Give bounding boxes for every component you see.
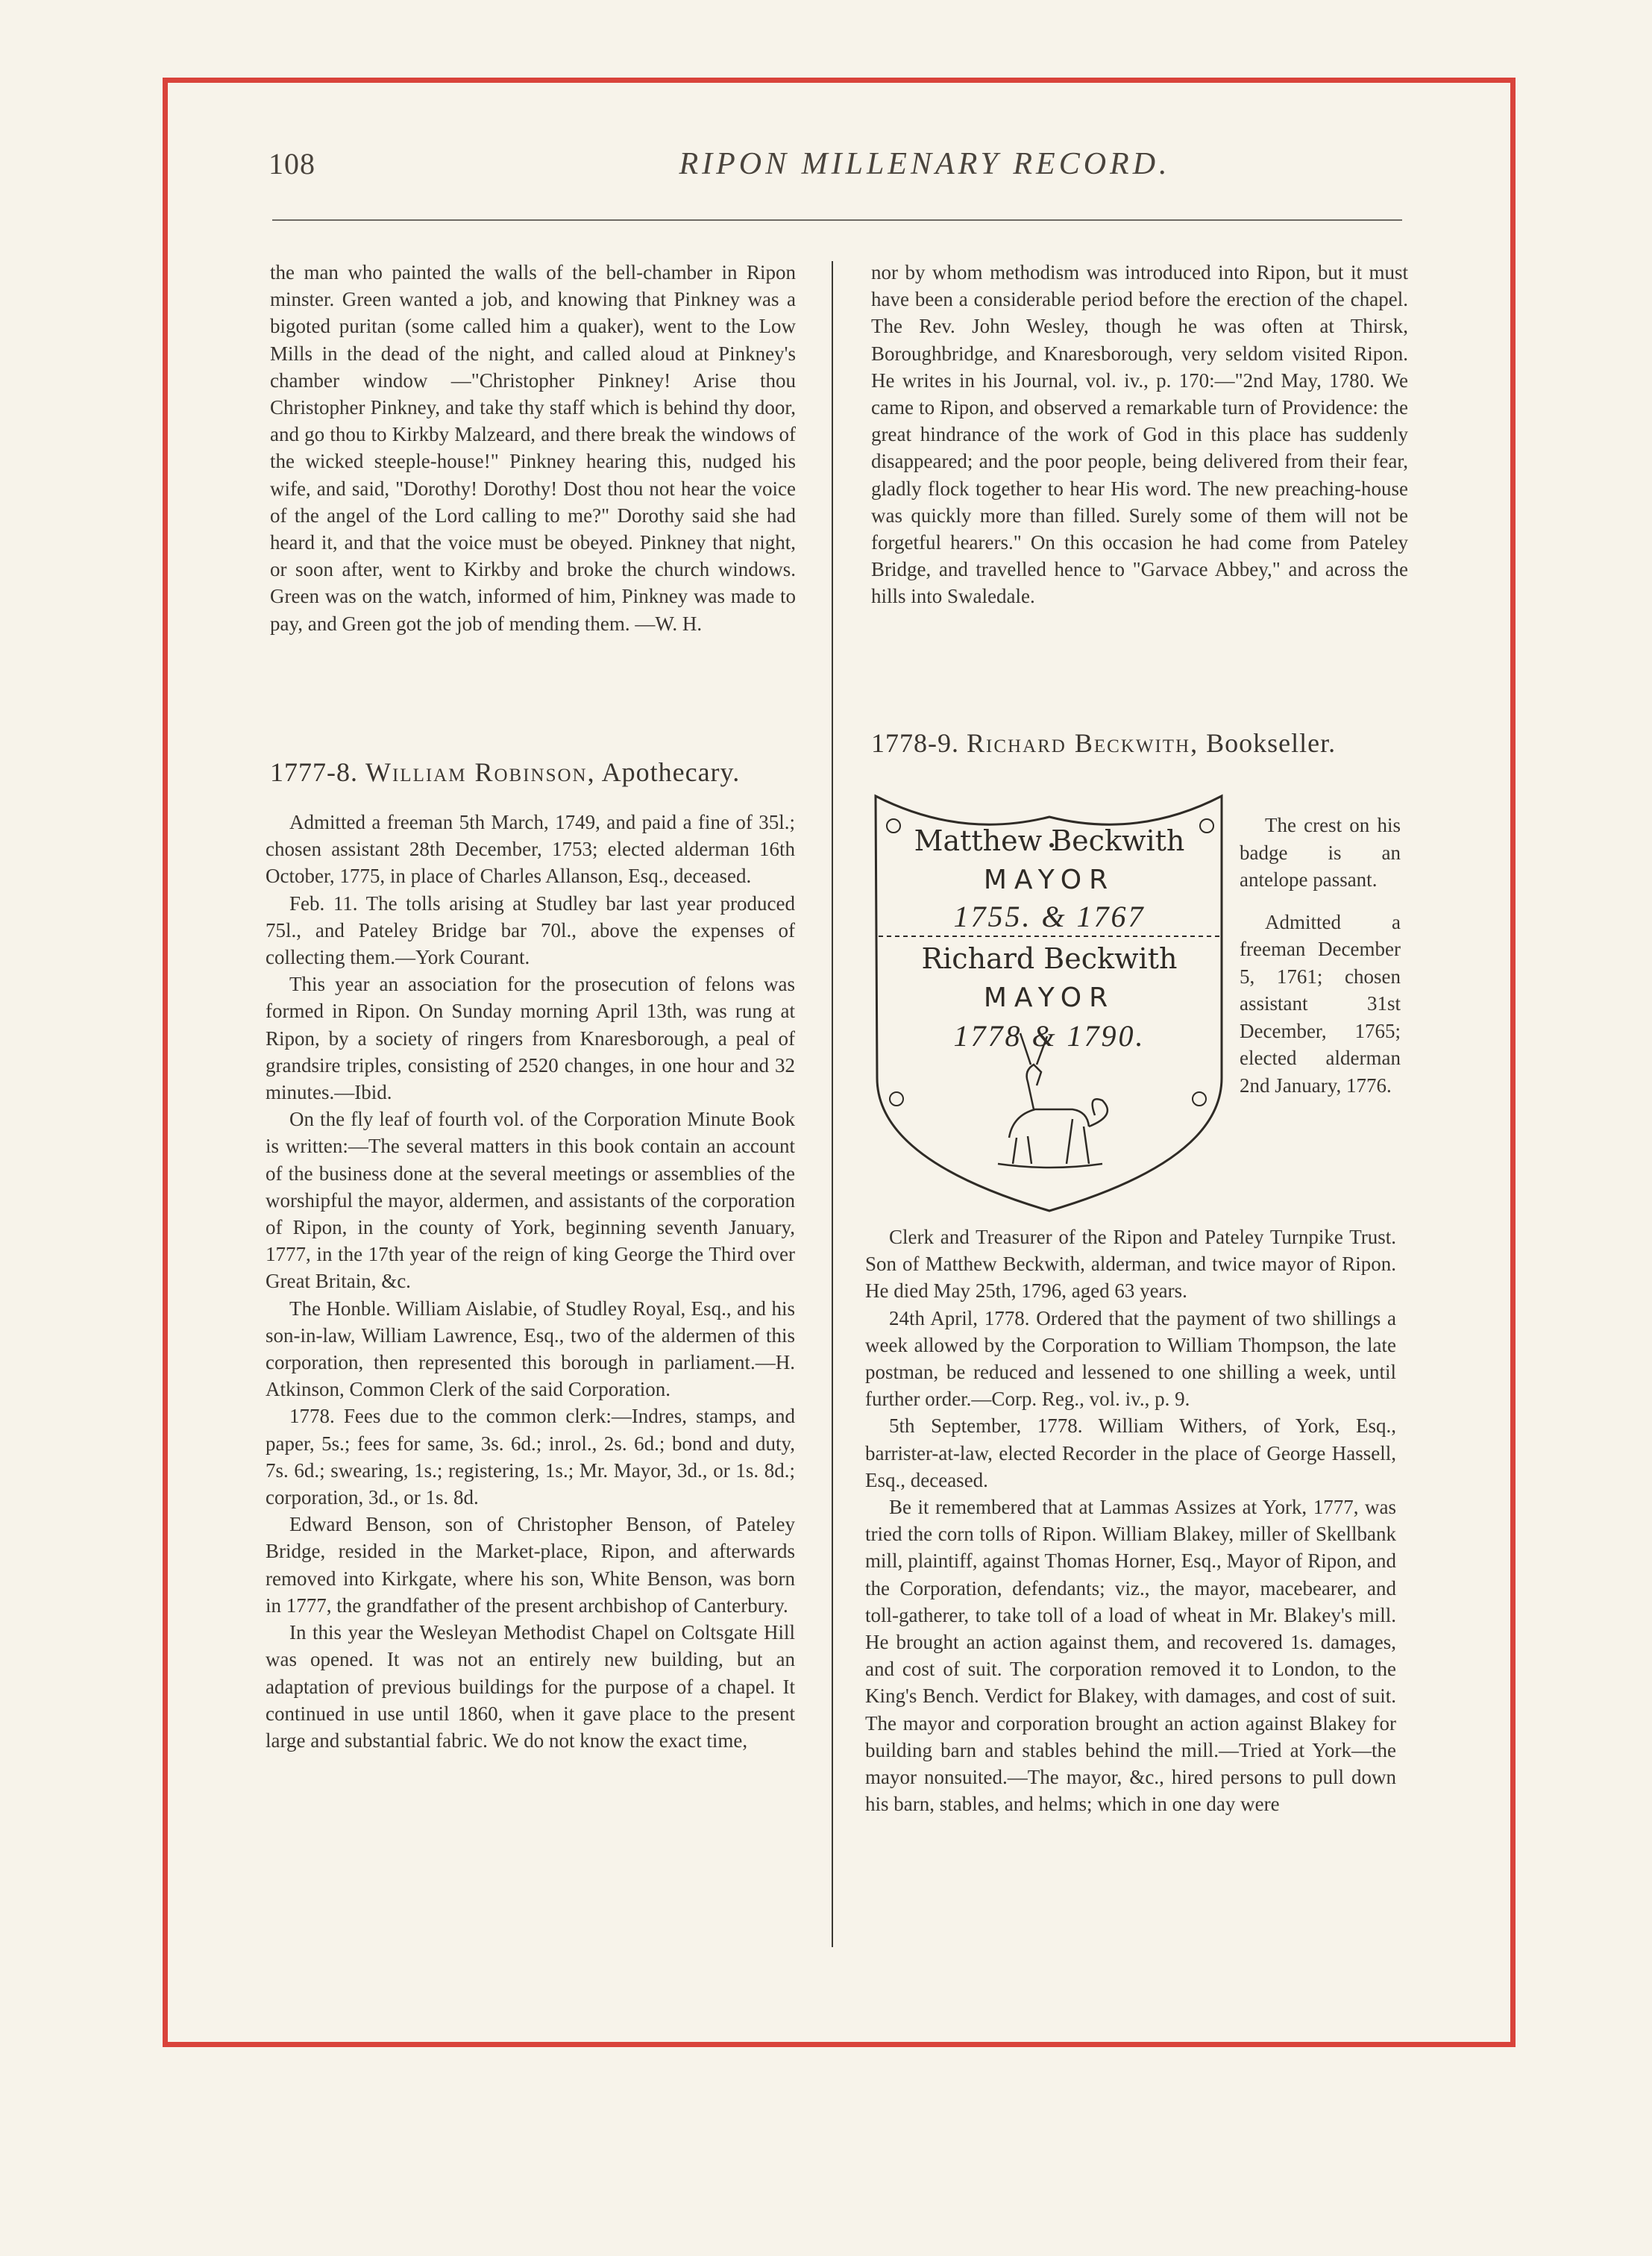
left-column-intro	[270, 259, 796, 637]
left-column-body	[266, 809, 795, 1754]
column-divider	[832, 261, 833, 1947]
paragraph: The Honble. William Aislabie, of Studley Royal, Esq., and his son-in-law, William Lawrence, Esq., two of the aldermen of this corporation, then represented this borough in parliament.—H. Atkinson, Common Clerk of the said Corporation.	[266, 1297, 795, 1401]
entry-occupation: Apothecary.	[601, 757, 741, 787]
paragraph: 5th September, 1778. William Withers, of York, Esq., barrister-at-law, elected Recorder in the place of George Hassell, Esq., deceased.	[865, 1414, 1396, 1491]
badge-name-matthew: Matthew Beckwith	[914, 824, 1185, 857]
badge-name-richard: Richard Beckwith	[921, 942, 1178, 975]
page-number: 108	[268, 147, 315, 181]
entry-heading-beckwith	[871, 727, 1336, 759]
paragraph: 1778. Fees due to the common clerk:—Indres, stamps, and paper, 5s.; fees for same, 3s. 6d.; inrol., 2s. 6d.; bond and duty, 7s. 6d.; swearing, 1s.; registering, 1s.; Mr. Mayor, 3d., or 1s. 8d.; corporation, 3d., or 1s. 8d.	[266, 1405, 795, 1509]
paragraph: In this year the Wesleyan Methodist Chapel on Coltsgate Hill was opened. It was not an entirely new building, but an adaptation of previous buildings for the purpose of a chapel. It continued in use until 1860, when it gave place to the present large and substantial fabric. We do not know the exact time,	[266, 1621, 795, 1752]
entry-year: 1777-8.	[270, 757, 358, 787]
paragraph: Be it remembered that at Lammas Assizes at York, 1777, was tried the corn tolls of Ripon. William Blakey, miller of Skellbank mill, plaintiff, against Thomas Horner, Esq., Mayor of Ripon, and the Corporation, defendants; viz., the mayor, macebearer, and toll-gatherer, to take toll of a load of wheat in Mr. Blakey's mill. He brought an action against them, and recovered 1s. damages, and cost of suit. The corporation removed it to London, to the King's Bench. Verdict for Blakey, with damages, and cost of suit. The mayor and corporation brought an action against Blakey for building barn and stables behind the mill.—Tried at York—the mayor nonsuited.—The mayor, &c., hired persons to pull down his barn, stables, and helms; which in one day were	[865, 1496, 1396, 1816]
paragraph: the man who painted the walls of the bell-chamber in Ripon minster. Green wanted a job, and knowing that Pinkney was a bigoted puritan (some called him a quaker), went to the Low Mills in the dead of the night, and called aloud at Pinkney's chamber window —"Christopher Pinkney! Arise thou Christopher Pinkney, and take thy staff which is behind thy door, and go thou to Kirkby Malzeard, and there break the windows of the wicked steeple-house!" Pinkney hearing this, nudged his wife, and said, "Dorothy! Dorothy! Dost thou not hear the voice of the angel of the Lord calling to me?" Dorothy said she had heard it, and that the voice must be obeyed. Pinkney that night, or soon after, went to Kirkby and broke the church windows. Green was on the watch, informed of him, Pinkney was made to pay, and Green got the job of mending them. —W. H.	[270, 261, 796, 635]
paragraph: Edward Benson, son of Christopher Benson, of Pateley Bridge, resided in the Market-place, Ripon, and afterwards removed into Kirkgate, where his son, White Benson, was born in 1777, the grandfather of the present archbishop of Canterbury.	[266, 1513, 795, 1617]
badge-mayor-label: MAYOR	[983, 983, 1116, 1013]
badge-years-richard: 1778 & 1790.	[953, 1019, 1146, 1053]
paragraph: 24th April, 1778. Ordered that the payment of two shillings a week allowed by the Corporation to William Thompson, the late postman, be reduced and lessened to one shilling a week, until further order.—Corp. Reg., vol. iv., p. 9.	[865, 1306, 1396, 1411]
entry-name: Richard Beckwith,	[967, 728, 1199, 758]
paragraph: nor by whom methodism was introduced into Ripon, but it must have been a considerable period before the erection of the chapel. The Rev. John Wesley, though he was often at Thirsk, Boroughbridge, and Knaresborough, very seldom visited Ripon. He writes in his Journal, vol. iv., p. 170:—"2nd May, 1780. We came to Ripon, and observed a remarkable turn of Providence: the great hindrance of the work of God in this place has suddenly disappeared; and the poor people, being delivered from their fear, gladly flock together to hear His word. The new preaching-house was quickly more than filled. Surely some of them will not be forgetful hearers." On this occasion he had come from Pateley Bridge, and travelled hence to "Garvace Abbey," and across the hills into Swaledale.	[871, 261, 1408, 608]
running-title: RIPON MILLENARY RECORD.	[679, 147, 1171, 181]
paragraph: This year an association for the prosecution of felons was formed in Ripon. On Sunday morning April 13th, was rung at Ripon, by a society of ringers from Knaresborough, a peal of grandsire triples, consisting of 2520 changes, in one hour and 32 minutes.—Ibid.	[266, 973, 795, 1104]
badge-caption	[1240, 812, 1401, 1114]
paragraph: The crest on his badge is an antelope passant.	[1240, 814, 1401, 891]
antelope-crest-icon	[998, 1033, 1108, 1168]
paragraph: Admitted a freeman December 5, 1761; chosen assistant 31st December, 1765; elected alderman 2nd January, 1776.	[1240, 910, 1401, 1097]
right-column-body	[865, 1223, 1396, 1817]
badge-mayor-label: MAYOR	[983, 865, 1116, 895]
paragraph: Feb. 11. The tolls arising at Studley bar last year produced 75l., and Pateley Bridge bar 70l., above the expenses of collecting them.—York Courant.	[266, 892, 795, 969]
paragraph: Admitted a freeman 5th March, 1749, and paid a fine of 35l.; chosen assistant 28th December, 1753; elected alderman 16th October, 1775, in place of Charles Allanson, Esq., deceased.	[266, 811, 795, 888]
mayor-badge-illustration	[871, 787, 1228, 1220]
running-head	[268, 146, 1402, 191]
entry-occupation: Bookseller.	[1206, 728, 1337, 758]
paragraph: On the fly leaf of fourth vol. of the Corporation Minute Book is written:—The several matters in this book contain an account of the business done at the several meetings or assemblies of the worshipful the mayor, aldermen, and assistants of the corporation of Ripon, in the county of York, beginning seventh January, 1777, in the 17th year of the reign of king George the Third over Great Britain, &c.	[266, 1108, 795, 1293]
header-rule	[272, 219, 1402, 221]
paragraph: Clerk and Treasurer of the Ripon and Pateley Turnpike Trust. Son of Matthew Beckwith, alderman, and twice mayor of Ripon. He died May 25th, 1796, aged 63 years.	[865, 1226, 1396, 1303]
entry-year: 1778-9.	[871, 728, 959, 758]
right-column-intro	[871, 259, 1408, 610]
entry-heading-robinson	[270, 756, 740, 788]
badge-years-matthew: 1755. & 1767	[953, 900, 1146, 933]
entry-name: William Robinson,	[365, 757, 596, 787]
